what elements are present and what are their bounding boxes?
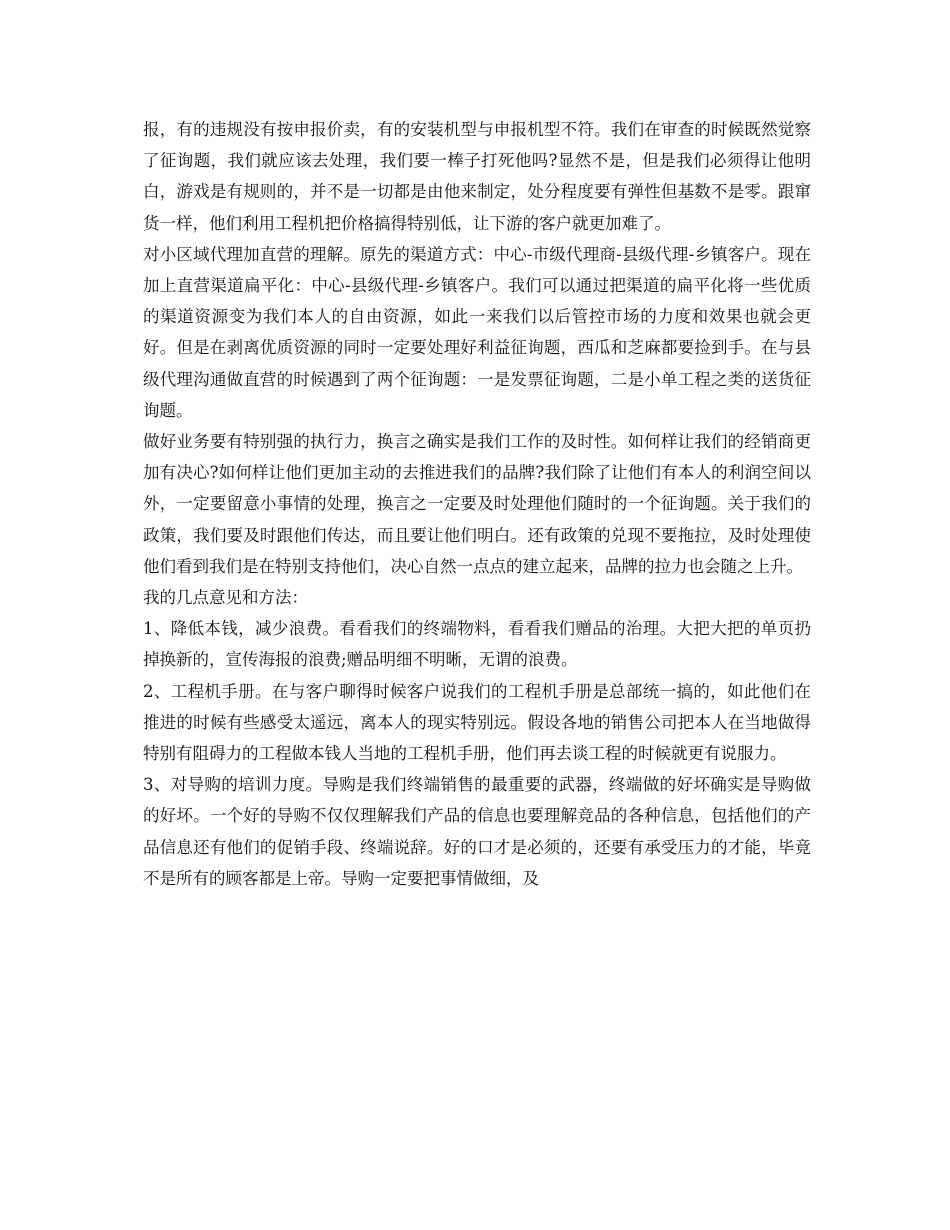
paragraph-1: 报，有的违规没有按申报价卖，有的安装机型与申报机型不符。我们在审查的时候既然觉察了征询题，我们就应该去处理，我们要一棒子打死他吗?显然不是，但是我们必须得让他明白，游戏是有规则的，并不是一切都是由他来制定，处分程度要有弹性但基数不是零。跟窜货一样，他们利用工程机把价格搞得特别低，让下游的客户就更加难了。 [143,120,811,233]
paragraph-2: 对小区域代理加直营的理解。原先的渠道方式：中心-市级代理商-县级代理-乡镇客户。现在加上直营渠道扁平化：中心-县级代理-乡镇客户。我们可以通过把渠道的扁平化将一些优质的渠道资源变为我们本人的自由资源，如此一来我们以后管控市场的力度和效果也就会更好。但是在剥离优质资源的同时一定要处理好利益征询题，西瓜和芝麻都要捡到手。在与县级代理沟通做直营的时候遇到了两个征询题：一是发票征询题，二是小单工程之类的送货征询题。 [143,244,811,420]
section-heading: 我的几点意见和方法： [143,588,308,608]
list-item-3: 3、对导购的培训力度。导购是我们终端销售的最重要的武器，终端做的好坏确实是导购做的好坏。一个好的导购不仅仅理解我们产品的信息也要理解竞品的各种信息，包括他们的产品信息还有他们的促销手段、终端说辞。好的口才是必须的，还要有承受压力的才能，毕竟不是所有的顾客都是上帝。导购一定要把事情做细，及 [143,775,811,888]
list-item-2: 2、工程机手册。在与客户聊得时候客户说我们的工程机手册是总部统一搞的，如此他们在推进的时候有些感受太遥远，离本人的现实特别远。假设各地的销售公司把本人在当地做得特别有阻碍力的工程做本钱人当地的工程机手册，他们再去谈工程的时候就更有说服力。 [143,681,811,764]
document-body [143,114,811,894]
list-item-1: 1、降低本钱，减少浪费。看看我们的终端物料，看看我们赠品的治理。大把大把的单页扔掉换新的，宣传海报的浪费;赠品明细不明晰，无谓的浪费。 [143,619,811,670]
paragraph-3: 做好业务要有特别强的执行力，换言之确实是我们工作的及时性。如何样让我们的经销商更加有决心?如何样让他们更加主动的去推进我们的品牌?我们除了让他们有本人的利润空间以外，一定要留意小事情的处理，换言之一定要及时处理他们随时的一个征询题。关于我们的政策，我们要及时跟他们传达，而且要让他们明白。还有政策的兑现不要拖拉，及时处理使他们看到我们是在特别支持他们，决心自然一点点的建立起来，品牌的拉力也会随之上升。 [143,432,811,576]
